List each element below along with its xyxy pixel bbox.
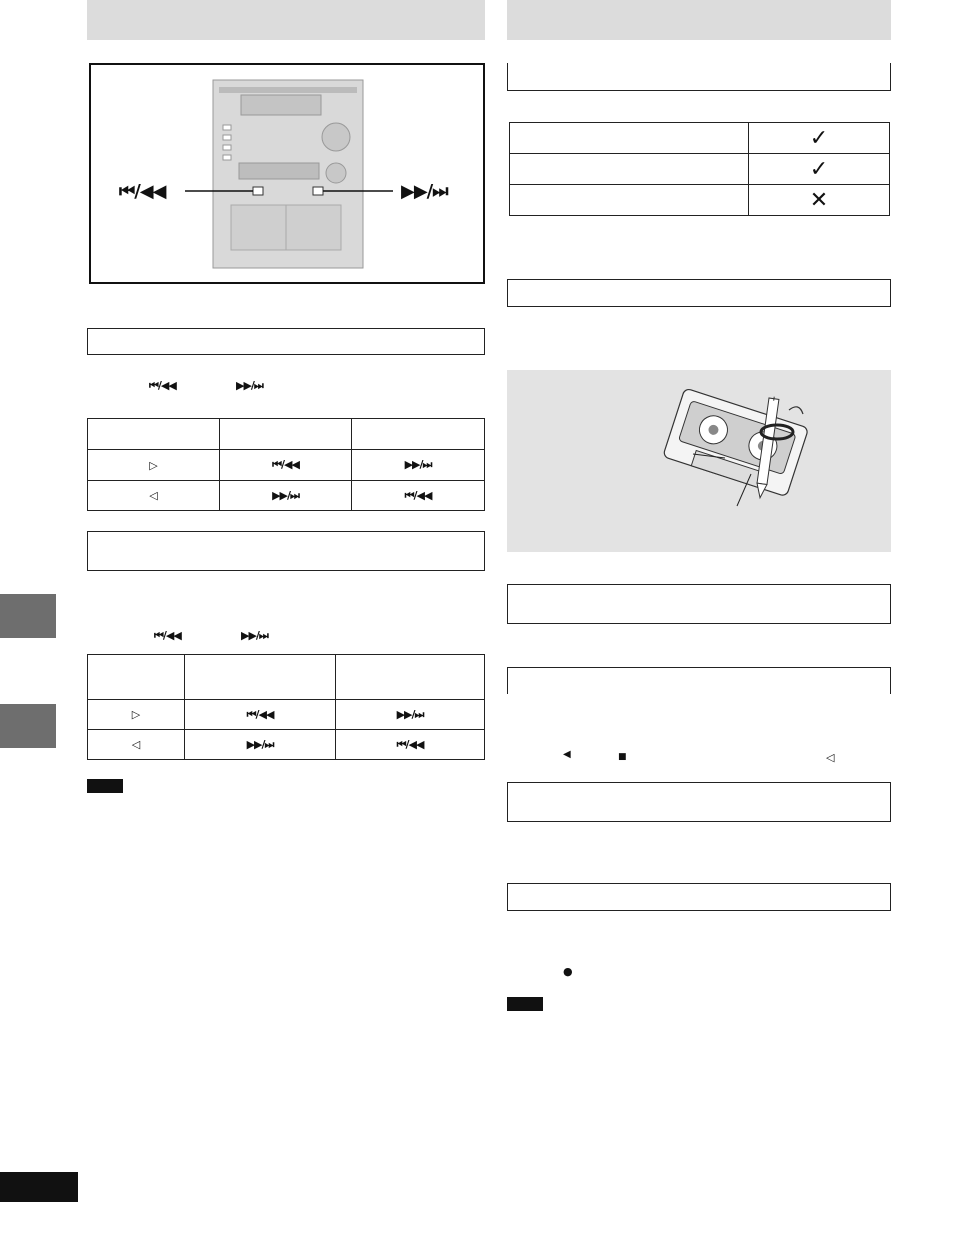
deck-illustration-frame xyxy=(89,63,485,284)
button-cell: ⏮/◀◀ xyxy=(336,730,485,760)
table2-header-3 xyxy=(336,655,485,700)
button-cell: ▶▶/⏭ xyxy=(220,481,352,511)
button-cell: ▶▶/⏭ xyxy=(352,450,485,481)
table-row xyxy=(510,185,890,216)
table1-header-2 xyxy=(220,419,352,450)
inline-rew-2: ⏮/◀◀ xyxy=(154,629,181,642)
record-icon: ● xyxy=(563,965,573,978)
tape-type-cell xyxy=(510,154,749,185)
right-header-bar xyxy=(507,0,891,40)
tape-type-cell xyxy=(510,123,749,154)
inline-ff-1: ▶▶/⏭ xyxy=(236,379,263,392)
cross-icon: ✕ xyxy=(749,185,890,216)
stop-icon: ■ xyxy=(618,752,627,762)
table2-header-1 xyxy=(88,655,185,700)
cassette-pencil-illustration xyxy=(507,370,891,552)
section-box-8 xyxy=(507,883,891,911)
section-box-3 xyxy=(507,63,891,91)
note-marker-left xyxy=(87,779,123,793)
reverse-direction-icon: ◁ xyxy=(826,751,835,764)
tape-type-cell xyxy=(510,185,749,216)
table-row xyxy=(88,700,485,730)
section-box-4 xyxy=(507,279,891,307)
direction-cell: ◁ xyxy=(88,481,220,511)
check-icon: ✓ xyxy=(749,154,890,185)
direction-table-1 xyxy=(87,418,485,511)
cassette-figure-panel xyxy=(507,370,891,552)
section-box-2 xyxy=(87,531,485,571)
side-tab-1 xyxy=(0,594,56,638)
check-icon: ✓ xyxy=(749,123,890,154)
table-row xyxy=(510,123,890,154)
table-row xyxy=(88,450,485,481)
table1-header-3 xyxy=(352,419,485,450)
section-box-5 xyxy=(507,584,891,624)
table2-header-2 xyxy=(185,655,336,700)
button-cell: ⏮/◀◀ xyxy=(220,450,352,481)
section-box-7 xyxy=(507,782,891,822)
button-cell: ▶▶/⏭ xyxy=(185,730,336,760)
section-box-1 xyxy=(87,328,485,355)
table-row xyxy=(88,481,485,511)
page-number-block xyxy=(0,1172,78,1202)
table-row xyxy=(510,154,890,185)
inline-ff-2: ▶▶/⏭ xyxy=(241,629,268,642)
left-header-bar xyxy=(87,0,485,40)
button-cell: ⏮/◀◀ xyxy=(352,481,485,511)
figure-label-forward-skip: ▶▶/⏭ xyxy=(401,181,448,202)
inline-rew-1: ⏮/◀◀ xyxy=(149,379,176,392)
button-cell: ⏮/◀◀ xyxy=(185,700,336,730)
note-marker-right xyxy=(507,997,543,1011)
button-cell: ▶▶/⏭ xyxy=(336,700,485,730)
direction-cell: ▷ xyxy=(88,450,220,481)
direction-cell: ◁ xyxy=(88,730,185,760)
figure-label-rewind-skip: ⏮/◀◀ xyxy=(119,181,166,202)
stereo-unit-illustration xyxy=(91,65,483,282)
reverse-play-icon: ◀ xyxy=(563,749,571,760)
direction-cell: ▷ xyxy=(88,700,185,730)
table1-header-1 xyxy=(88,419,220,450)
side-tab-2 xyxy=(0,704,56,748)
tape-type-table xyxy=(509,122,890,216)
table-row xyxy=(88,730,485,760)
section-box-6 xyxy=(507,667,891,694)
direction-table-2 xyxy=(87,654,485,760)
